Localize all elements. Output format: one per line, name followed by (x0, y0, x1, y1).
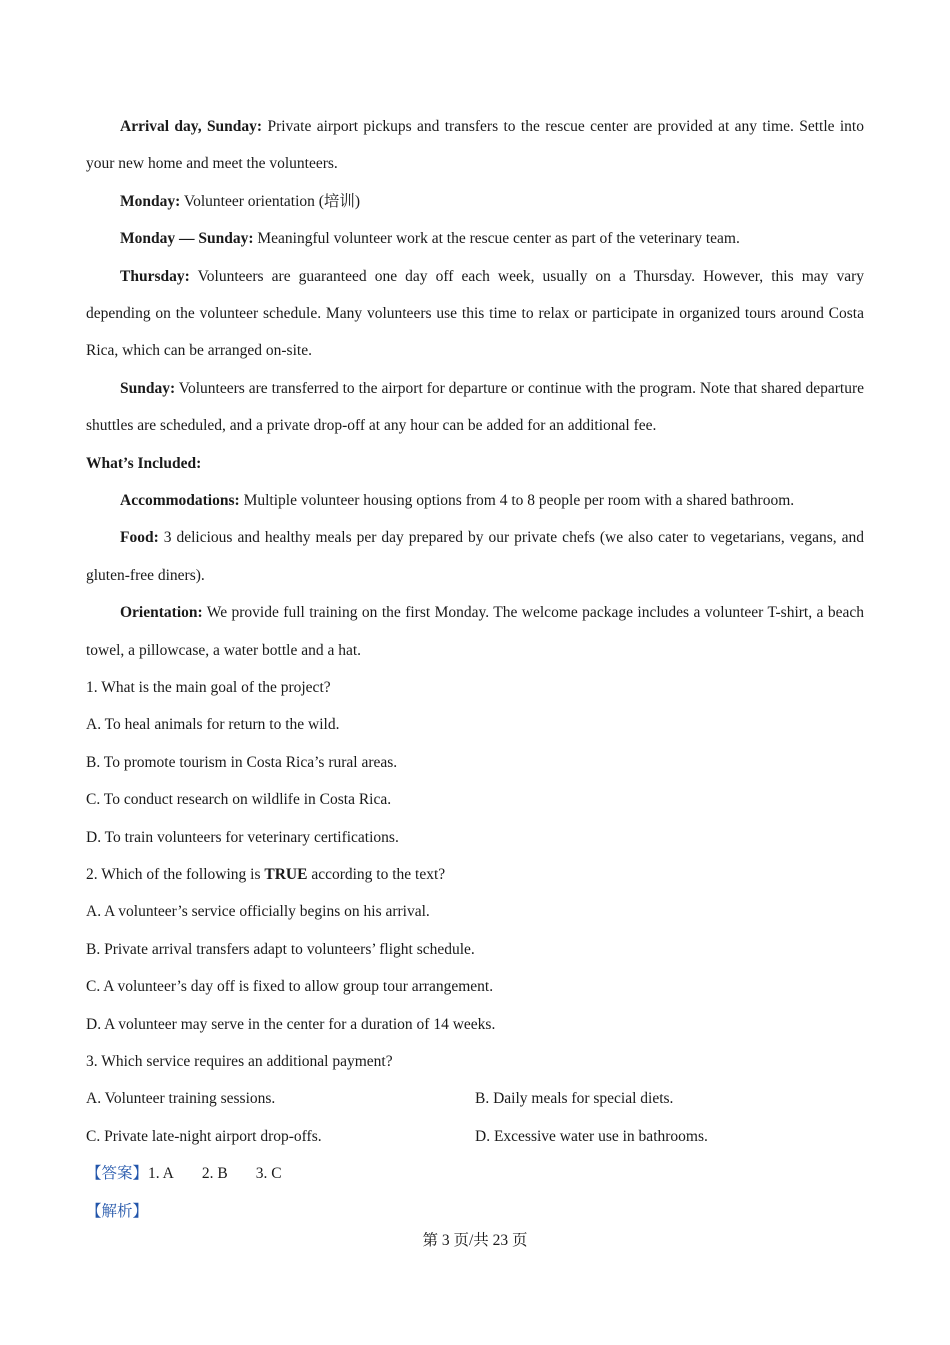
monday-paragraph (86, 183, 864, 220)
monday-sunday-paragraph (86, 220, 864, 257)
food-label: Food: (120, 529, 159, 547)
page-footer: 第 3 页/共 23 页 (422, 1232, 528, 1249)
thursday-paragraph (86, 258, 864, 370)
question-3-options-row-2 (86, 1118, 864, 1155)
analysis-tag: 【解析】 (86, 1202, 149, 1220)
question-3-option-c: C. Private late-night airport drop-offs. (86, 1127, 322, 1145)
answer-item-3: 3. C (255, 1165, 282, 1183)
answer-line (86, 1155, 864, 1192)
question-3-options-row-1 (86, 1080, 864, 1117)
question-2-option-b: B. Private arrival transfers adapt to volunteers’ flight schedule. (86, 940, 475, 958)
answer-item-2: 2. B (201, 1165, 228, 1183)
monday-text: Volunteer orientation (培训) (180, 192, 361, 210)
question-3-stem: 3. Which service requires an additional payment? (86, 1053, 393, 1070)
arrival-label: Arrival day, Sunday: (120, 118, 263, 135)
question-2-option-c: C. A volunteer’s day off is fixed to allow group tour arrangement. (86, 978, 494, 996)
question-1-option-c: C. To conduct research on wildlife in Costa Rica. (86, 791, 392, 809)
sunday-text: Volunteers are transferred to the airport for departure or continue with the program. Note that shared departure shuttles are scheduled, and a private drop-off at any hour can be added for an additional fee. (86, 379, 864, 435)
included-heading-text: What’s Included: (86, 454, 202, 472)
question-2-stem-bold: TRUE (264, 866, 308, 884)
food-text: 3 delicious and healthy meals per day prepared by our private chefs (we also cater to vegetarians, vegans, and gluten-free diners). (86, 529, 864, 584)
accommodations-text: Multiple volunteer housing options from 4 to 8 people per room with a shared bathroom. (239, 492, 795, 510)
monday-sunday-text: Meaningful volunteer work at the rescue center as part of the veterinary team. (253, 230, 740, 248)
question-3-option-a: A. Volunteer training sessions. (86, 1090, 276, 1108)
accommodations-label: Accommodations: (120, 492, 240, 510)
sunday-label: Sunday: (120, 379, 176, 397)
included-heading (86, 445, 864, 482)
orientation-text: We provide full training on the first Monday. The welcome package includes a volunteer T-shirt, a beach towel, a pillowcase, a water bottle and a hat. (86, 604, 864, 659)
arrival-paragraph (86, 108, 864, 183)
analysis-line (86, 1193, 864, 1230)
question-1-stem: 1. What is the main goal of the project? (86, 679, 331, 697)
question-3-option-b: B. Daily meals for special diets. (475, 1090, 674, 1108)
answer-tag: 【答案】 (86, 1165, 149, 1183)
orientation-label: Orientation: (120, 604, 203, 622)
question-3-option-d: D. Excessive water use in bathrooms. (475, 1127, 708, 1145)
arrival-text: Private airport pickups and transfers to the rescue center are provided at any time. Settle into your new home and meet the volunteers. (86, 118, 864, 173)
question-1-option-a: A. To heal animals for return to the wild. (86, 716, 340, 734)
question-2-stem-before: 2. Which of the following is (86, 866, 265, 884)
question-1-option-b: B. To promote tourism in Costa Rica’s rural areas. (86, 753, 398, 771)
accommodations-paragraph (86, 482, 864, 519)
monday-sunday-label: Monday — Sunday: (120, 230, 254, 248)
question-2-stem (86, 856, 864, 893)
sunday-paragraph (86, 370, 864, 445)
question-2-option-d: D. A volunteer may serve in the center for a duration of 14 weeks. (86, 1015, 496, 1033)
question-1-option-d: D. To train volunteers for veterinary certifications. (86, 828, 399, 846)
page-content (86, 108, 864, 1230)
monday-label: Monday: (120, 192, 181, 210)
food-paragraph (86, 519, 864, 594)
question-2-stem-after: according to the text? (307, 866, 446, 884)
thursday-label: Thursday: (120, 267, 190, 285)
answer-item-1: 1. A (148, 1165, 174, 1183)
orientation-paragraph (86, 594, 864, 669)
question-2-option-a: A. A volunteer’s service officially begins on his arrival. (86, 903, 430, 921)
thursday-text: Volunteers are guaranteed one day off each week, usually on a Thursday. However, this may vary depending on the volunteer schedule. Many volunteers use this time to relax or participate in organized tours around Costa Rica, which can be arranged on-site. (86, 267, 864, 360)
